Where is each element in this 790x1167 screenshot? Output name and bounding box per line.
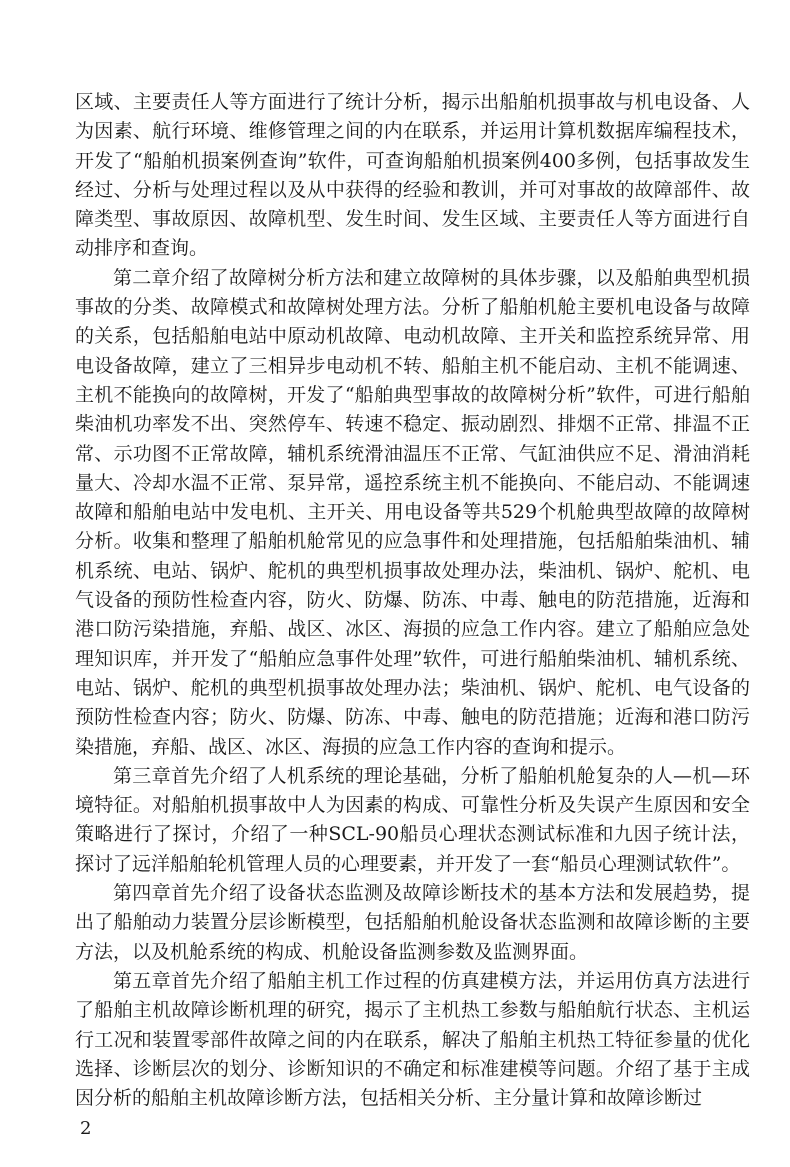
page-number: 2 [80, 1118, 92, 1139]
paragraph-continuation: 区域、主要责任人等方面进行了统计分析，揭示出船舶机损事故与机电设备、人为因素、航行环境、维修管理之间的内在联系，并运用计算机数据库编程技术，开发了“船舶机损案例查询”软件，可查询船舶机损案例400多例，包括事故发生经过、分析与处理过程以及从中获得的经验和教训，并可对事故的故障部件、故障类型、事故原因、故障机型、发生时间、发生区域、主要责任人等方面进行自动排序和查询。 [75, 91, 750, 260]
paragraph-chapter-4: 第四章首先介绍了设备状态监测及故障诊断技术的基本方法和发展趋势，提出了船舶动力装置分层诊断模型，包括船舶机舱设备状态监测和故障诊断的主要方法，以及机舱系统的构成、机舱设备监测参数及监测界面。 [75, 882, 750, 963]
paragraph-chapter-2: 第二章介绍了故障树分析方法和建立故障树的具体步骤，以及船舶典型机损事故的分类、故障模式和故障树处理方法。分析了船舶机舱主要机电设备与故障的关系，包括船舶电站中原动机故障、电动机故障、主开关和监控系统异常、用电设备故障，建立了三相异步电动机不转、船舶主机不能启动、主机不能调速、主机不能换向的故障树，开发了“船舶典型事故的故障树分析”软件，可进行船舶柴油机功率发不出、突然停车、转速不稳定、振动剧烈、排烟不正常、排温不正常、示功图不正常故障，辅机系统滑油温压不正常、气缸油供应不足、滑油消耗量大、冷却水温不正常、泵异常，遥控系统主机不能换向、不能启动、不能调速故障和船舶电站中发电机、主开关、用电设备等共529个机舱典型故障的故障树分析。收集和整理了船舶机舱常见的应急事件和处理措施，包括船舶柴油机、辅机系统、电站、锅炉、舵机的典型机损事故处理办法，柴油机、锅炉、舵机、电气设备的预防性检查内容，防火、防爆、防冻、中毒、触电的防范措施，近海和港口防污染措施，弃船、战区、冰区、海损的应急工作内容。建立了船舶应急处理知识库，并开发了“船舶应急事件处理”软件，可进行船舶柴油机、辅机系统、电站、锅炉、舵机的典型机损事故处理办法；柴油机、锅炉、舵机、电气设备的预防性检查内容；防火、防爆、防冻、中毒、触电的防范措施；近海和港口防污染措施，弃船、战区、冰区、海损的应急工作内容的查询和提示。 [75, 266, 750, 758]
paragraph-chapter-5: 第五章首先介绍了船舶主机工作过程的仿真建模方法，并运用仿真方法进行了船舶主机故障诊断机理的研究，揭示了主机热工参数与船舶航行状态、主机运行工况和装置零部件故障之间的内在联系，解决了船舶主机热工特征参量的优化选择、诊断层次的划分、诊断知识的不确定和标准建模等问题。介绍了基于主成因分析的船舶主机故障诊断方法，包括相关分析、主分量计算和故障诊断过 [75, 969, 750, 1110]
paragraph-chapter-3: 第三章首先介绍了人机系统的理论基础，分析了船舶机舱复杂的人—机—环境特征。对船舶机损事故中人为因素的构成、可靠性分析及失误产生原因和安全策略进行了探讨，介绍了一种SCL-90船员心理状态测试标准和九因子统计法，探讨了远洋船舶轮机管理人员的心理要素，并开发了一套“船员心理测试软件”。 [75, 764, 750, 875]
